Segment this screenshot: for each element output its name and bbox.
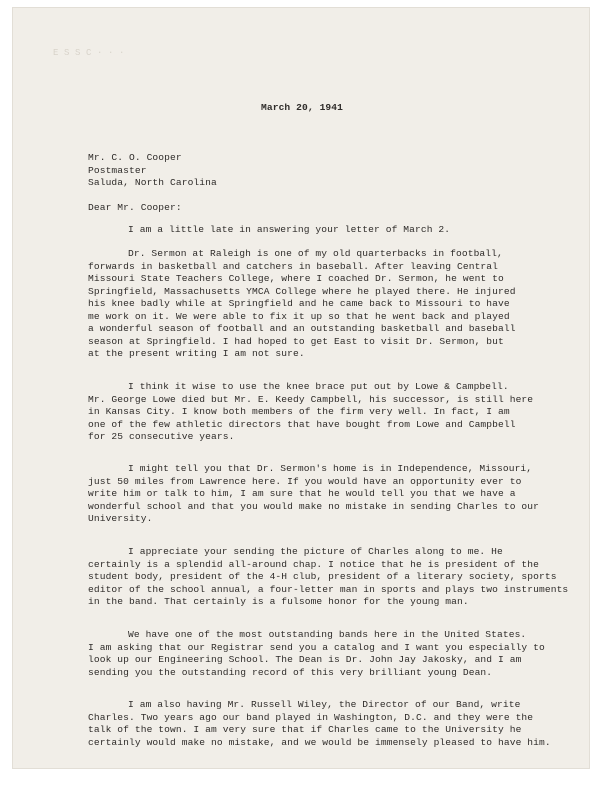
paragraph-line: talk of the town. I am very sure that if Charles came to the University he bbox=[88, 724, 522, 735]
letter-page bbox=[13, 8, 589, 768]
paragraph-line: We have one of the most outstanding bands here in the United States. bbox=[128, 629, 527, 640]
paragraph-line: for 25 consecutive years. bbox=[88, 431, 235, 442]
paragraph-line: I think it wise to use the knee brace put out by Lowe & Campbell. bbox=[128, 381, 509, 392]
paragraph-line: Mr. George Lowe died but Mr. E. Keedy Campbell, his successor, is still here bbox=[88, 393, 534, 405]
paragraph-line: me work on it. We were able to fix it up so that he went back and played bbox=[88, 310, 510, 322]
paragraph-line: student body, president of the 4-H club, president of a literary society, sports bbox=[88, 571, 557, 582]
paragraph-line: University. bbox=[88, 513, 153, 524]
paragraph-5 bbox=[88, 546, 569, 609]
paragraph-line: editor of the school annual, a four-letter man in sports and plays two instruments bbox=[88, 583, 569, 595]
recipient-location: Saluda, North Carolina bbox=[88, 177, 217, 188]
paragraph-line: wonderful school and that you would make no mistake in sending Charles to our bbox=[88, 500, 540, 512]
paragraph-line: look up our Engineering School. The Dean is Dr. John Jay Jakosky, and I am bbox=[88, 654, 522, 665]
letter-date: March 20, 1941 bbox=[261, 102, 344, 113]
paragraph-line: Charles. Two years ago our band played in Washington, D.C. and they were the bbox=[88, 711, 534, 723]
salutation: Dear Mr. Cooper: bbox=[88, 202, 182, 213]
paragraph-line: in Kansas City. I know both members of the firm very well. In fact, I am bbox=[88, 406, 510, 417]
faint-header-text: E S S C · · · bbox=[53, 48, 125, 58]
paragraph-4 bbox=[88, 463, 556, 526]
paragraph-line: Dr. Sermon at Raleigh is one of my old quarterbacks in football, bbox=[128, 248, 503, 259]
paragraph-2 bbox=[88, 248, 556, 361]
paragraph-3 bbox=[88, 381, 556, 444]
paragraph-line: I appreciate your sending the picture of Charles along to me. He bbox=[128, 546, 503, 557]
paragraph-line: write him or talk to him, I am sure that he would tell you that we have a bbox=[88, 488, 516, 499]
paragraph-line: at the present writing I am not sure. bbox=[88, 348, 305, 359]
paragraph-line: season at Springfield. I had hoped to get East to visit Dr. Sermon, but bbox=[88, 335, 504, 347]
paragraph-line: I am asking that our Registrar send you a catalog and I want you especially to bbox=[88, 641, 545, 653]
paragraph-6 bbox=[88, 629, 556, 679]
recipient-title: Postmaster bbox=[88, 164, 147, 176]
paragraph-7 bbox=[88, 699, 556, 749]
paragraph-1 bbox=[88, 224, 556, 237]
paragraph-line: I might tell you that Dr. Sermon's home is in Independence, Missouri, bbox=[128, 463, 533, 474]
paragraph-line: I am also having Mr. Russell Wiley, the Director of our Band, write bbox=[128, 699, 521, 710]
paragraph-line: I am a little late in answering your letter of March 2. bbox=[128, 224, 451, 235]
paragraph-line: Springfield, Massachusetts YMCA College where he played there. He injured bbox=[88, 285, 516, 297]
paragraph-line: certainly is a splendid all-around chap. I notice that he is president of the bbox=[88, 558, 540, 570]
recipient-name: Mr. C. O. Cooper bbox=[88, 152, 182, 163]
paragraph-line: his knee badly while at Springfield and he came back to Missouri to have bbox=[88, 298, 510, 309]
paragraph-line: in the band. That certainly is a fulsome honor for the young man. bbox=[88, 596, 469, 607]
paragraph-line: a wonderful season of football and an outstanding basketball and baseball bbox=[88, 323, 516, 334]
paragraph-line: certainly would make no mistake, and we would be immensely pleased to have him. bbox=[88, 736, 551, 748]
paragraph-line: just 50 miles from Lawrence here. If you would have an opportunity ever to bbox=[88, 475, 522, 487]
paragraph-line: sending you the outstanding record of this very brilliant young Dean. bbox=[88, 666, 493, 678]
paragraph-line: forwards in basketball and catchers in baseball. After leaving Central bbox=[88, 260, 499, 272]
paragraph-line: one of the few athletic directors that have bought from Lowe and Campbell bbox=[88, 418, 516, 430]
recipient-address bbox=[88, 152, 217, 190]
paragraph-line: Missouri State Teachers College, where I coached Dr. Sermon, he went to bbox=[88, 273, 504, 284]
